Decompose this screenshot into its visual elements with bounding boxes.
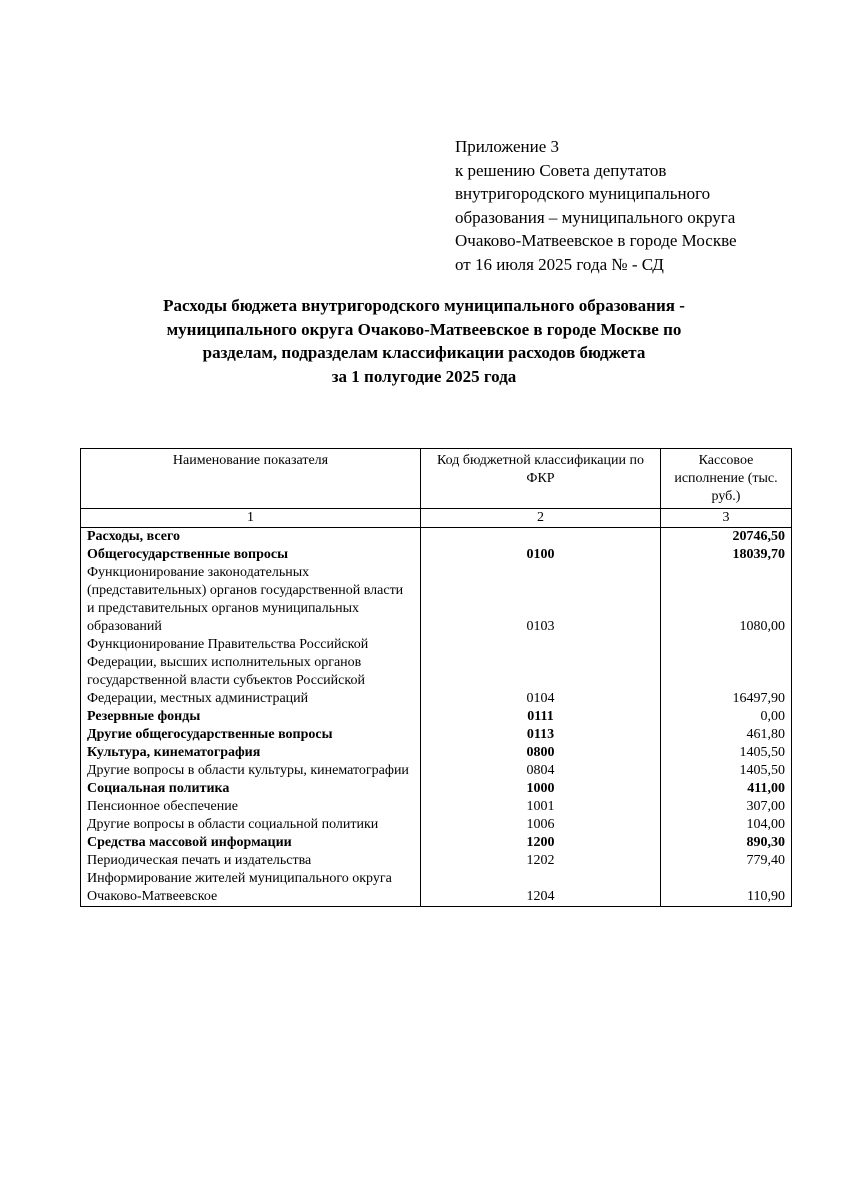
row-amount: 411,00 bbox=[661, 780, 792, 798]
table-row bbox=[81, 852, 792, 870]
column-number: 2 bbox=[421, 509, 661, 528]
row-amount: 461,80 bbox=[661, 726, 792, 744]
row-code: 0104 bbox=[421, 636, 661, 708]
row-amount: 18039,70 bbox=[661, 546, 792, 564]
row-code: 1204 bbox=[421, 870, 661, 907]
row-name: Средства массовой информации bbox=[81, 834, 421, 852]
table-row bbox=[81, 636, 792, 708]
row-amount: 16497,90 bbox=[661, 636, 792, 708]
appendix-line: от 16 июля 2025 года № - СД bbox=[455, 254, 664, 274]
table-row bbox=[81, 762, 792, 780]
row-name: Информирование жителей муниципального округа Очаково-Матвеевское bbox=[81, 870, 421, 907]
row-amount: 104,00 bbox=[661, 816, 792, 834]
row-code: 1200 bbox=[421, 834, 661, 852]
header-amount: Кассовое исполнение (тыс. руб.) bbox=[661, 449, 792, 509]
row-name: Периодическая печать и издательства bbox=[81, 852, 421, 870]
row-code: 0800 bbox=[421, 744, 661, 762]
column-number-row bbox=[81, 509, 792, 528]
row-amount: 20746,50 bbox=[661, 528, 792, 547]
appendix-line: Очаково-Матвеевское в городе Москве bbox=[455, 231, 737, 250]
row-name: Другие общегосударственные вопросы bbox=[81, 726, 421, 744]
table-header-row bbox=[81, 449, 792, 509]
row-code: 1006 bbox=[421, 816, 661, 834]
row-amount: 0,00 bbox=[661, 708, 792, 726]
row-code: 0100 bbox=[421, 546, 661, 564]
row-name: Другие вопросы в области культуры, кинематографии bbox=[81, 762, 421, 780]
title-line: разделам, подразделам классификации расходов бюджета bbox=[202, 343, 646, 362]
row-code: 1000 bbox=[421, 780, 661, 798]
table-row bbox=[81, 798, 792, 816]
budget-table bbox=[80, 448, 792, 907]
row-name: Общегосударственные вопросы bbox=[81, 546, 421, 564]
title-line: Расходы бюджета внутригородского муниципального образования - bbox=[163, 296, 685, 315]
row-code: 0804 bbox=[421, 762, 661, 780]
row-amount: 1080,00 bbox=[661, 564, 792, 636]
appendix-line: к решению Совета депутатов bbox=[455, 160, 667, 180]
row-amount: 779,40 bbox=[661, 852, 792, 870]
row-amount: 1405,50 bbox=[661, 762, 792, 780]
table-row bbox=[81, 726, 792, 744]
table-row bbox=[81, 546, 792, 564]
table-row bbox=[81, 870, 792, 907]
row-code: 0111 bbox=[421, 708, 661, 726]
row-name: Пенсионное обеспечение bbox=[81, 798, 421, 816]
row-code: 0103 bbox=[421, 564, 661, 636]
table-row bbox=[81, 708, 792, 726]
row-name: Функционирование законодательных (представительных) органов государственной власти и представительных органов муниципальных образований bbox=[81, 564, 421, 636]
appendix-line: образования – муниципального округа bbox=[455, 207, 736, 227]
table-row bbox=[81, 834, 792, 852]
appendix-line: внутригородского муниципального bbox=[455, 184, 711, 203]
table-row bbox=[81, 528, 792, 547]
row-code: 1202 bbox=[421, 852, 661, 870]
table-row bbox=[81, 780, 792, 798]
row-name: Другие вопросы в области социальной политики bbox=[81, 816, 421, 834]
row-amount: 890,30 bbox=[661, 834, 792, 852]
row-name: Культура, кинематография bbox=[81, 744, 421, 762]
row-amount: 307,00 bbox=[661, 798, 792, 816]
header-code: Код бюджетной классификации по ФКР bbox=[421, 449, 661, 509]
column-number: 1 bbox=[81, 509, 421, 528]
appendix-line: Приложение 3 bbox=[455, 137, 559, 156]
appendix-block bbox=[455, 135, 835, 276]
row-amount: 110,90 bbox=[661, 870, 792, 907]
row-code: 1001 bbox=[421, 798, 661, 816]
row-code bbox=[421, 528, 661, 547]
row-name: Резервные фонды bbox=[81, 708, 421, 726]
title-line: за 1 полугодие 2025 года bbox=[331, 366, 517, 386]
row-name: Расходы, всего bbox=[81, 528, 421, 547]
title-line: муниципального округа Очаково-Матвеевское в городе Москве по bbox=[166, 319, 682, 339]
table-row bbox=[81, 564, 792, 636]
document-title bbox=[80, 294, 768, 388]
header-name: Наименование показателя bbox=[81, 449, 421, 509]
row-name: Социальная политика bbox=[81, 780, 421, 798]
table-row bbox=[81, 816, 792, 834]
table-row bbox=[81, 744, 792, 762]
table-body bbox=[81, 528, 792, 907]
column-number: 3 bbox=[661, 509, 792, 528]
row-code: 0113 bbox=[421, 726, 661, 744]
row-name: Функционирование Правительства Российской Федерации, высших исполнительных органов государственной власти субъектов Российской Федерации, местных администраций bbox=[81, 636, 421, 708]
row-amount: 1405,50 bbox=[661, 744, 792, 762]
